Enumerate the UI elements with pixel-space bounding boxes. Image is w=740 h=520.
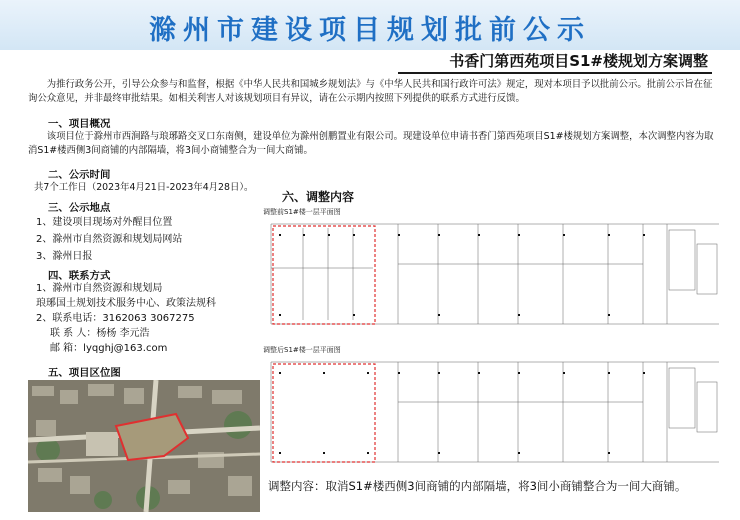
section-changes-heading: 六、调整内容 bbox=[282, 190, 355, 204]
adjustment-summary: 调整内容：取消S1#楼西侧3间商铺的内部隔墙，将3间小商铺整合为一间大商铺。 bbox=[268, 479, 687, 493]
places-list bbox=[36, 214, 182, 265]
section-places-heading: 三、公示地点 bbox=[48, 202, 111, 214]
section-period-heading: 二、公示时间 bbox=[48, 169, 111, 181]
page-title: 滁州市建设项目规划批前公示 bbox=[149, 15, 591, 46]
list-item: 1、建设项目现场对外醒目位置 bbox=[36, 217, 173, 228]
contact-people: 联 系 人：杨杨 李元浩 bbox=[50, 328, 150, 339]
list-item: 3、滁州日报 bbox=[36, 251, 93, 262]
list-item: 2、滁州市自然资源和规划局网站 bbox=[36, 234, 183, 245]
before-caption: 调整前S1#楼一层平面图 bbox=[263, 208, 341, 216]
location-map-image bbox=[28, 380, 260, 512]
contact-dept: 琅琊国土规划技术服务中心、政策法规科 bbox=[36, 298, 216, 309]
overview-paragraph: 该项目位于滁州市西涧路与琅琊路交叉口东南侧，建设单位为滁州创鹏置业有限公司。现建设单位申请书香门第西苑项目S1#楼规划方案调整，本次调整内容为取消S1#楼西侧3间商铺的内部隔墙，将3间小商铺整合为一间大商铺。 bbox=[28, 131, 714, 156]
floor-plan-after bbox=[263, 342, 727, 476]
period-text: 共7个工作日（2023年4月21日-2023年4月28日）。 bbox=[34, 182, 254, 193]
project-subtitle: 书香门第西苑项目S1#楼规划方案调整 bbox=[449, 52, 708, 70]
after-caption: 调整后S1#楼一层平面图 bbox=[263, 346, 341, 354]
intro-paragraph: 为推行政务公开，引导公众参与和监督，根据《中华人民共和国城乡规划法》与《中华人民共和国行政许可法》规定，现对本项目予以批前公示。批前公示旨在征询公众意见，并非最终审批结果。如相关利害人对该规划项目有异议，请在公示期内按照下列提供的联系方式进行反馈。 bbox=[28, 79, 713, 104]
section-contact-heading: 四、联系方式 bbox=[48, 270, 111, 282]
section-location-heading: 五、项目区位图 bbox=[48, 367, 121, 379]
floor-plan-before bbox=[263, 204, 727, 338]
contact-block bbox=[36, 281, 216, 356]
section-overview-heading: 一、项目概况 bbox=[48, 118, 111, 130]
subtitle-underline bbox=[398, 72, 712, 74]
contact-phone: 2、联系电话：3162063 3067275 bbox=[36, 313, 195, 324]
contact-org: 1、滁州市自然资源和规划局 bbox=[36, 283, 163, 294]
contact-email[interactable]: 邮 箱：lyqghj@163.com bbox=[50, 343, 168, 354]
